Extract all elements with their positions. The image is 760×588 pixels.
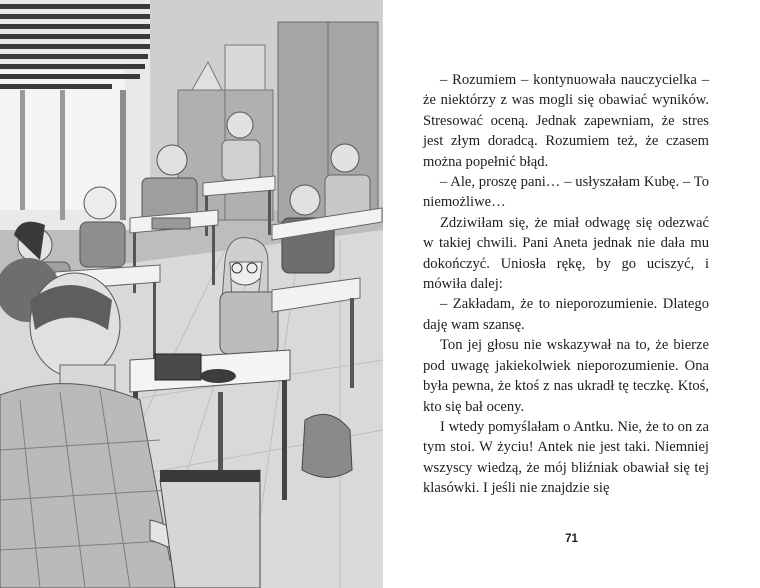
paragraph: Ton jej głosu nie wskazywał na to, że bierze pod uwagę jakiekolwiek nieporozumienie. Ona była pewna, że ktoś z nas ukradł tę teczkę. Ktoś, kto się bał oceny. (423, 337, 709, 415)
paragraph: – Zakładam, że to nieporozumienie. Dlatego daję wam szansę. (423, 296, 709, 333)
paragraph: Zdziwiłam się, że miał odwagę się odezwać w takiej chwili. Pani Aneta jednak nie dała mu dokończyć. Uniosła rękę, by go uciszyć, i mówiła dalej: (423, 214, 709, 293)
text-page (383, 0, 760, 588)
paragraph: I wtedy pomyślałam o Antku. Nie, że to on za tym stoi. W życiu! Antek nie jest taki. Niemniej wszyscy wiedzą, że mój bliźniak obawiał się tej klasówki. I jeśli nie znajdzie się (423, 418, 709, 497)
paragraph: – Ale, proszę pani… – usłyszałam Kubę. – To niemożliwe… (423, 174, 709, 211)
page-number: 71 (565, 533, 578, 545)
paragraph: – Rozumiem – kontynuowała nauczycielka – że niektórzy z was mogli się obawiać wyników. Stresować oceną. Jednak zapewniam, że stres jest złym doradcą. Rozumiem też, że czasem można popełnić błąd. (423, 72, 709, 170)
story-text (423, 70, 709, 499)
